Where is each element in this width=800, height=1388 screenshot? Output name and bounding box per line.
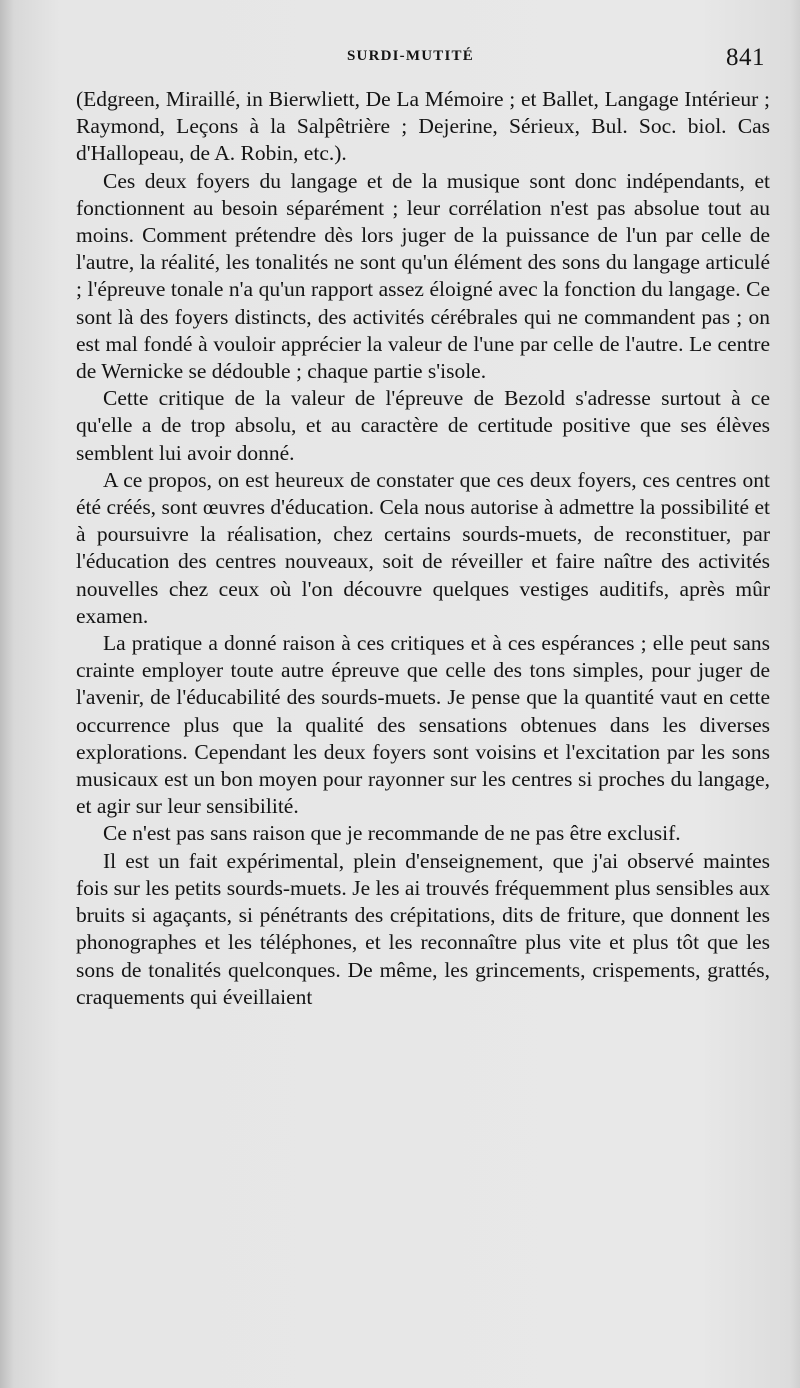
paragraph: A ce propos, on est heureux de constater que ces deux foyers, ces centres ont été créés, sont œuvres d'éducation. Cela nous autorise à admettre la possibilité et à poursuivre la réalisation, chez certains sourds-muets, de reconstituer, par l'éducation des centres nouveaux, soit de réveiller et faire naître des activités nouvelles chez ceux où l'on découvre quelques vestiges auditifs, après mûr examen. [76, 467, 770, 628]
paragraph: Ce n'est pas sans raison que je recommande de ne pas être exclusif. [103, 821, 681, 846]
paragraph: La pratique a donné raison à ces critiques et à ces espérances ; elle peut sans crainte employer toute autre épreuve que celle des tons simples, pour juger de l'avenir, de l'éducabilité des sourds-muets. Je pense que la quantité vaut en cette occurrence plus que la qualité des sensations obtenues dans les diverses explorations. Cependant les deux foyers sont voisins et l'excitation par les sons musicaux est un bon moyen pour rayonner sur les centres si proches du langage, et agir sur leur sensibilité. [76, 631, 770, 819]
running-title: SURDI-MUTITÉ [347, 48, 474, 64]
page-number: 841 [726, 44, 765, 71]
paragraph: Cette critique de la valeur de l'épreuve de Bezold s'adresse surtout à ce qu'elle a de trop absolu, et au caractère de certitude positive que ses élèves semblent lui avoir donné. [76, 386, 770, 465]
paragraph-citation: (Edgreen, Miraillé, in Bierwliett, De La Mémoire ; et Ballet, Langage Intérieur ; Raymond, Leçons à la Salpêtrière ; Dejerine, Sérieux, Bul. Soc. biol. Cas d'Hallopeau, de A. Robin, etc.). [76, 87, 770, 166]
running-header [0, 44, 800, 78]
paragraph: Il est un fait expérimental, plein d'enseignement, que j'ai observé maintes fois sur les petits sourds-muets. Je les ai trouvés fréquemment plus sensibles aux bruits si agaçants, si pénétrants des crépitations, dits de friture, que donnent les phonographes et les téléphones, et les reconnaître plus vite et plus tôt que les sons de tonalités quelconques. De même, les grincements, crispements, grattés, craquements qui éveillaient [76, 848, 770, 1009]
body-text [76, 86, 770, 1011]
paragraph: Ces deux foyers du langage et de la musique sont donc indépendants, et fonctionnent au besoin séparément ; leur corrélation n'est pas absolue tout au moins. Comment prétendre dès lors juger de la puissance de l'un par celle de l'autre, la réalité, les tonalités ne sont qu'un élément des sons du langage articulé ; l'épreuve tonale n'a qu'un rapport assez éloigné avec la fonction du langage. Ce sont là des foyers distincts, des activités cérébrales qui ne commandent pas ; on est mal fondé à vouloir apprécier la valeur de l'une par celle de l'autre. Le centre de Wernicke se dédouble ; chaque partie s'isole. [76, 168, 770, 384]
